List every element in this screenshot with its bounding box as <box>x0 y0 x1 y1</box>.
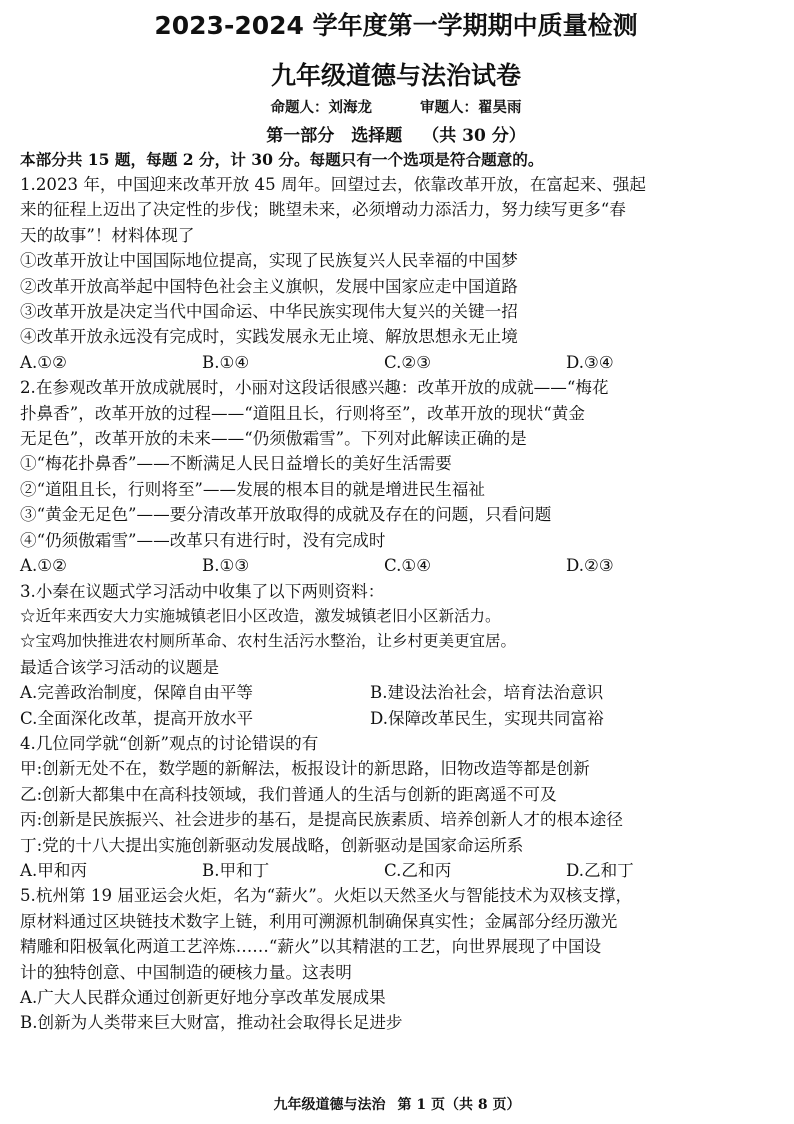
statement-item: 乙:创新大都集中在高科技领域，我们普通人的生活与创新的距离遥不可及 <box>20 784 557 804</box>
answer-options <box>20 680 772 705</box>
question-stem-line: 2.在参观改革开放成就展时，小丽对这段话很感兴趣：改革开放的成就——“梅花 <box>20 378 609 398</box>
question-stem-line: 3.小秦在议题式学习活动中收集了以下两则资料： <box>20 581 385 601</box>
statement-item: ④“仍须傲霜雪”——改革只有进行时，没有完成时 <box>20 530 386 550</box>
statement-item: ④改革开放永远没有完成时，实践发展永无止境、解放思想永无止境 <box>20 327 518 347</box>
statement-item: ①改革开放让中国国际地位提高，实现了民族复兴人民幸福的中国梦 <box>20 251 518 271</box>
section-heading <box>20 121 772 146</box>
option-c: C.②③ <box>384 352 432 372</box>
option-a: A.①② <box>20 352 68 372</box>
option-c: C.①④ <box>384 556 432 576</box>
option-d: D.②③ <box>566 556 614 576</box>
reviewer-name: 审题人：翟昊雨 <box>420 99 522 116</box>
option-b: B.建设法治社会，培育法治意识 <box>370 683 604 703</box>
question-1 <box>20 172 772 375</box>
footer-page-number: 第 1 页（共 8 页） <box>397 1097 521 1113</box>
option-a: A.甲和丙 <box>20 860 88 880</box>
option-b: B.①③ <box>202 556 250 576</box>
option-c: C.乙和丙 <box>384 860 452 880</box>
question-stem-line: 5.杭州第 19 届亚运会火炬，名为“薪火”。火炬以天然圣火与智能技术为双核支撑， <box>20 886 633 906</box>
statement-item: 丁:党的十八大提出实施创新驱动发展战略，创新驱动是国家命运所系 <box>20 835 524 855</box>
setter-name: 命题人：刘海龙 <box>270 99 372 116</box>
answer-options <box>20 858 772 883</box>
answer-options <box>20 706 772 731</box>
question-stem-line: 计的独特创意、中国制造的硬核力量。这表明 <box>20 962 352 982</box>
material-item: ☆近年来西安大力实施城镇老旧小区改造，激发城镇老旧小区新活力。 <box>20 606 501 625</box>
statement-item: 丙:创新是民族振兴、社会进步的基石，是提高民族素质、培养创新人才的根本途径 <box>20 810 623 830</box>
option-b: B.创新为人类带来巨大财富，推动社会取得长足进步 <box>20 1013 403 1033</box>
statement-item: ③改革开放是决定当代中国命运、中华民族实现伟大复兴的关键一招 <box>20 302 518 322</box>
statement-item: ②改革开放高举起中国特色社会主义旗帜，发展中国家应走中国道路 <box>20 276 518 296</box>
question-stem-line: 1.2023 年，中国迎来改革开放 45 周年。回望过去，依靠改革开放，在富起来、强起 <box>20 175 646 194</box>
question-stem-line: 天的故事”！材料体现了 <box>20 225 195 245</box>
option-d: D.乙和丁 <box>566 860 634 880</box>
option-d: D.保障改革民生，实现共同富裕 <box>370 708 604 728</box>
section-instructions: 本部分共 15 题，每题 2 分，计 30 分。每题只有一个选项是符合题意的。 <box>20 150 544 169</box>
page-footer <box>0 1094 794 1114</box>
statement-item: ①“梅花扑鼻香”——不断满足人民日益增长的美好生活需要 <box>20 454 452 474</box>
question-stem-line: 扑鼻香”，改革开放的过程——“道阻且长，行则将至”，改革开放的现状“黄金 <box>20 403 585 423</box>
question-prompt: 最适合该学习活动的议题是 <box>20 657 220 677</box>
section-name: 第一部分 选择题 <box>266 126 403 146</box>
question-stem-line: 4.几位同学就“创新”观点的讨论错误的有 <box>20 733 319 753</box>
material-item: ☆宝鸡加快推进农村厕所革命、农村生活污水整治，让乡村更美更宜居。 <box>20 632 517 651</box>
statement-item: 甲:创新无处不在，数学题的新解法，板报设计的新思路，旧物改造等都是创新 <box>20 759 590 779</box>
question-5 <box>20 883 772 1035</box>
footer-subject: 九年级道德与法治 <box>273 1097 386 1113</box>
authors-line <box>20 96 772 117</box>
question-stem-line: 精雕和阳极氧化两道工艺淬炼……“薪火”以其精湛的工艺，向世界展现了中国设 <box>20 937 602 957</box>
exam-title: 2023-2024 学年度第一学期期中质量检测 <box>154 11 638 40</box>
question-stem-line: 原材料通过区块链技术数字上链，利用可溯源机制确保真实性；金属部分经历激光 <box>20 911 618 931</box>
option-c: C.全面深化改革，提高开放水平 <box>20 708 254 728</box>
question-stem-line: 无足色”，改革开放的未来——“仍须傲霜雪”。下列对此解读正确的是 <box>20 429 527 449</box>
statement-item: ②“道阻且长，行则将至”——发展的根本目的就是增进民生福祉 <box>20 479 485 499</box>
question-stem-line: 来的征程上迈出了决定性的步伐；眺望未来，必须增动力添活力，努力续写更多“春 <box>20 200 626 220</box>
question-2 <box>20 375 772 578</box>
answer-options <box>20 350 772 375</box>
option-a: A.广大人民群众通过创新更好地分享改革发展成果 <box>20 988 386 1007</box>
option-a: A.①② <box>20 556 68 576</box>
option-b: B.甲和丁 <box>202 860 270 880</box>
option-d: D.③④ <box>566 352 614 372</box>
statement-item: ③“黄金无足色”——要分清改革开放取得的成就及存在的问题，只看问题 <box>20 505 552 525</box>
answer-options <box>20 553 772 578</box>
section-score: （共 30 分） <box>422 126 526 146</box>
question-3 <box>20 579 772 731</box>
option-b: B.①④ <box>202 352 250 372</box>
exam-subtitle: 九年级道德与法治试卷 <box>270 61 521 90</box>
option-a: A.完善政治制度，保障自由平等 <box>20 683 253 703</box>
question-4 <box>20 731 772 883</box>
